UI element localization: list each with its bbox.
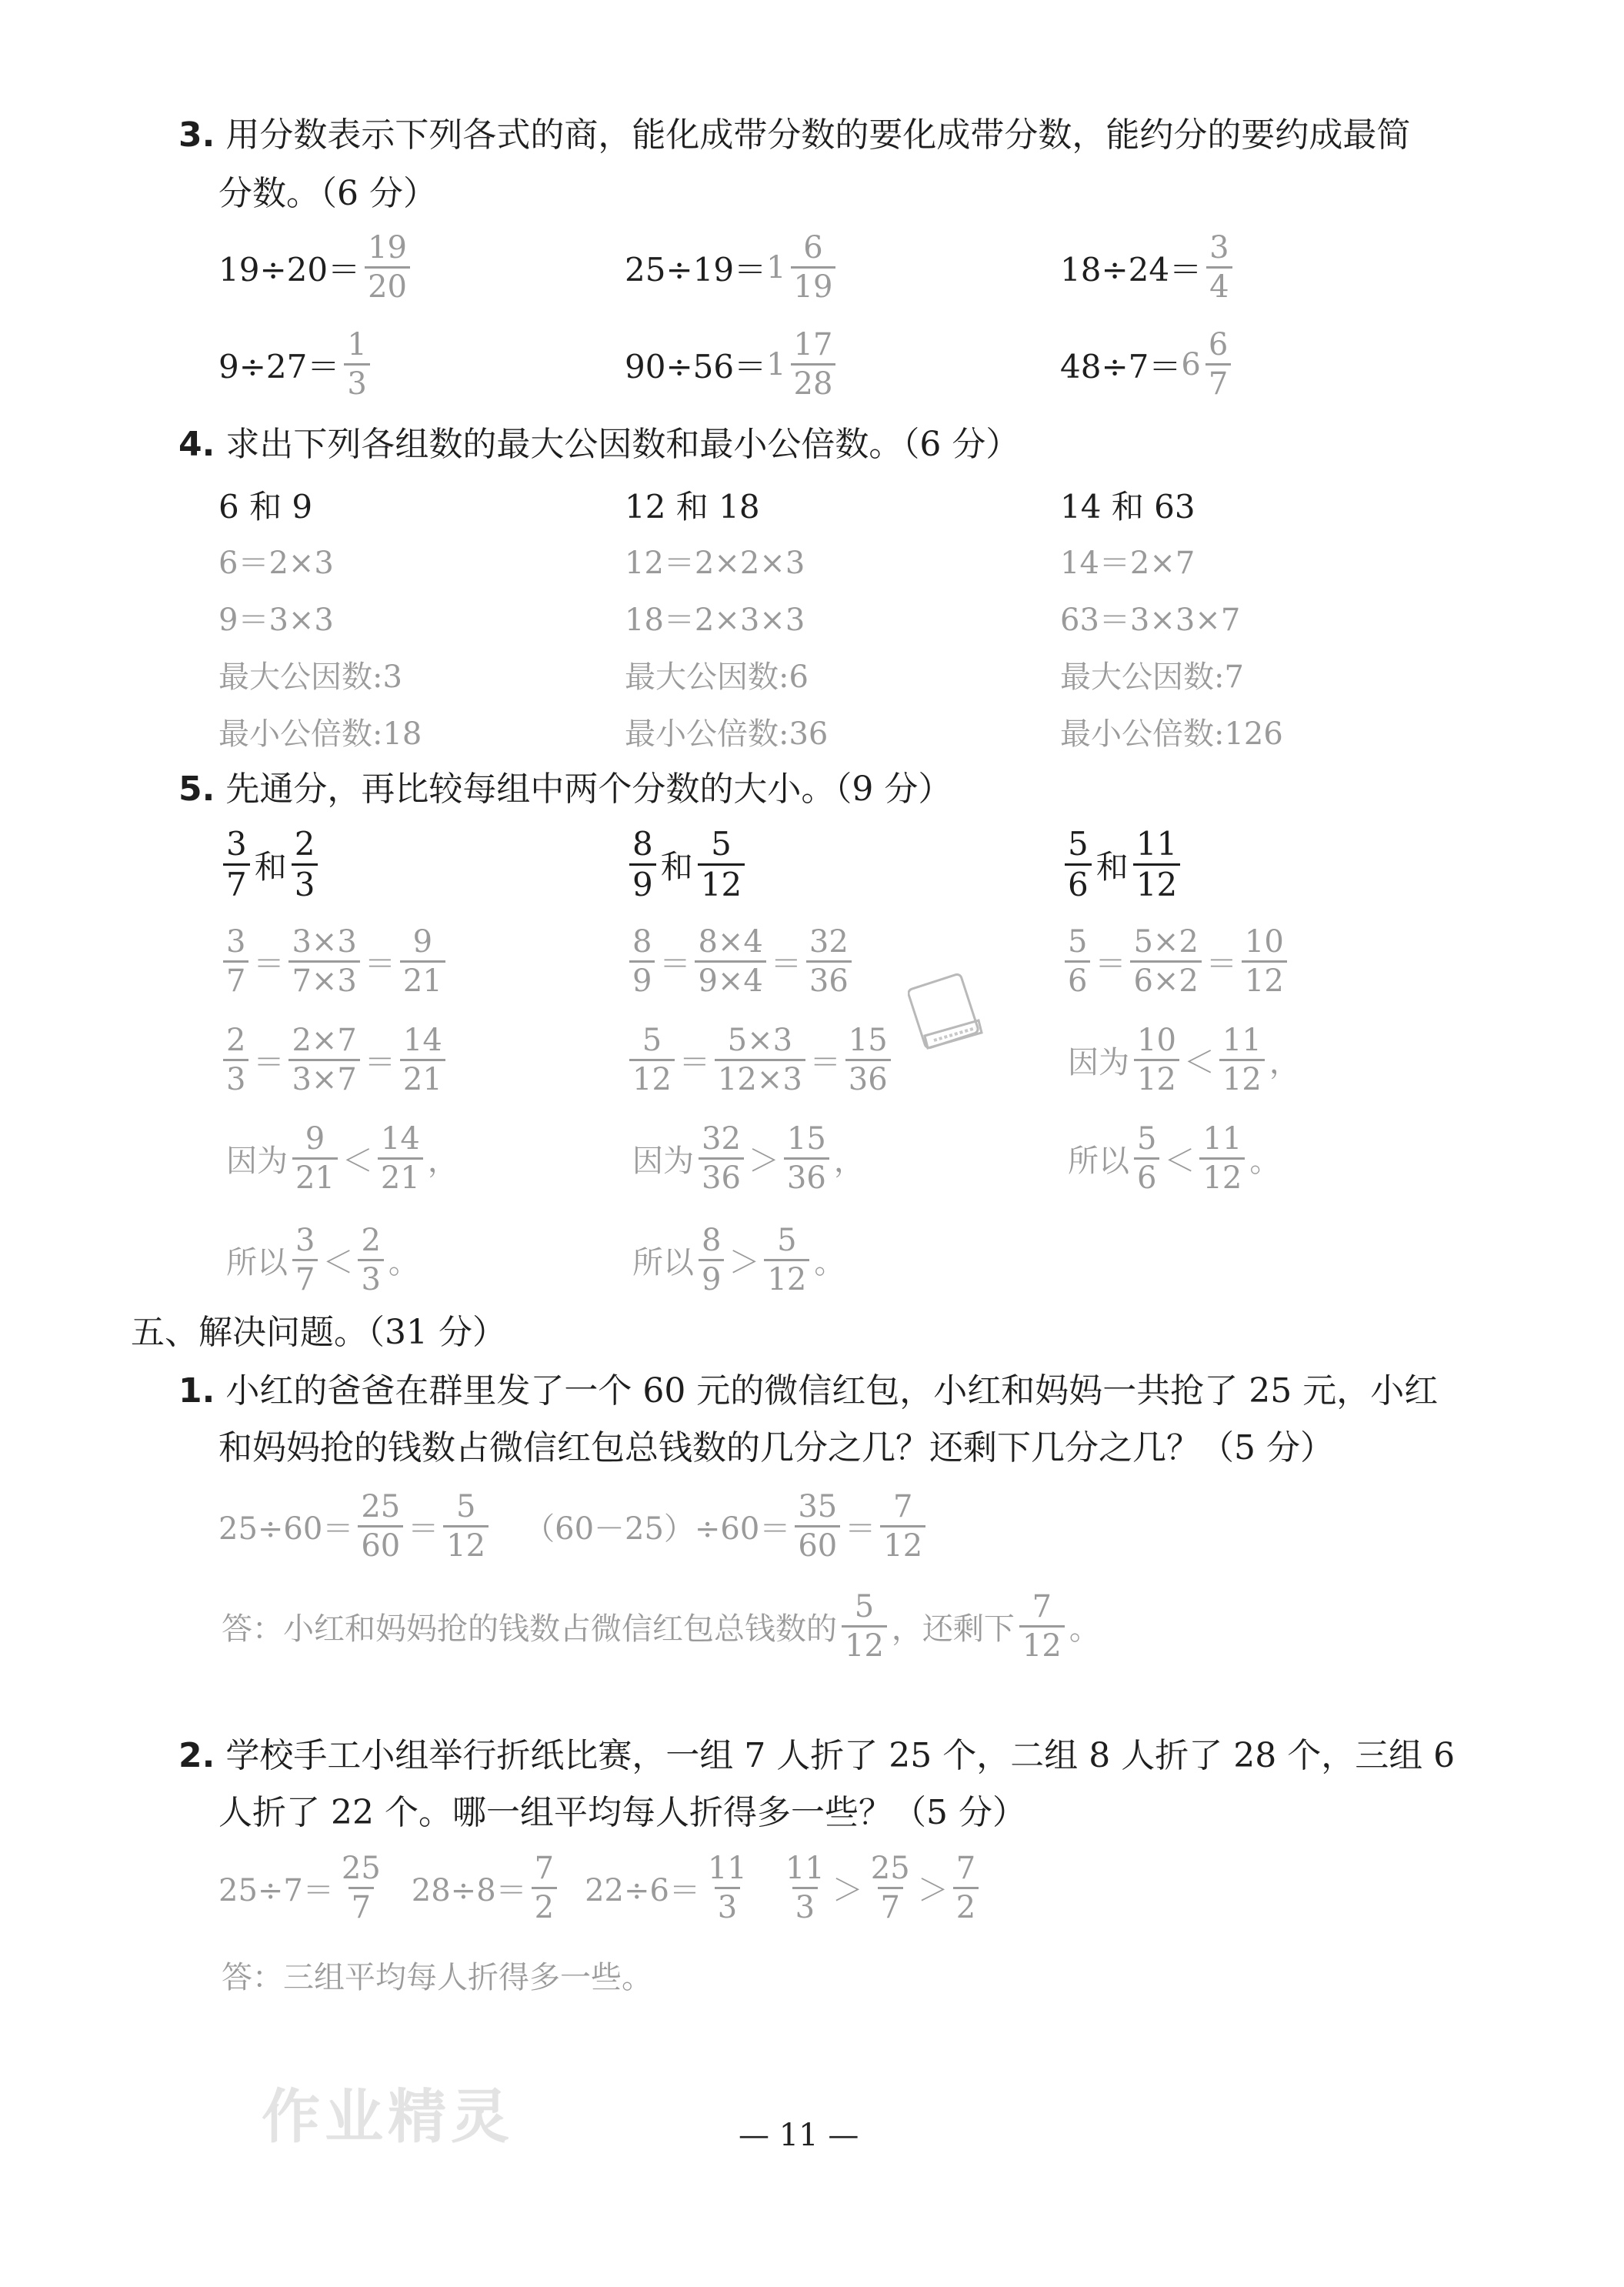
problem-2-number: 2. [178,1736,215,1775]
q5-number: 5. [178,770,215,809]
q5-group-2-so: 所以 $\frac{8}{9}$ ＞ $\frac{5}{12}$ 。 [632,1223,845,1297]
q5-group-1-because: 因为 $\frac{9}{21}$ ＜ $\frac{14}{21}$ ， [226,1121,459,1196]
stamp-graphic [908,971,992,1056]
problem-2-line1: 2. 学校手工小组举行折纸比赛，一组 7 人折了 25 个，二组 8 人折了 28 个，三组 6 [178,1736,1456,1775]
q5-group-1-so: 所以 $\frac{3}{7}$ ＜ $\frac{2}{3}$ 。 [226,1223,419,1297]
q4-heading: 4. 求出下列各组数的最大公因数和最小公倍数。（6 分） [178,425,1020,464]
watermark: 作业精灵 [262,2082,514,2151]
q5-group-3-title: $\frac{5}{6}$ 和 $\frac{11}{12}$ [1060,828,1185,901]
q3-answer-2: 1 $\frac{6}{19}$ [766,232,840,302]
q3-item-5: 90÷56＝ 1 $\frac{17}{28}$ [625,329,840,399]
q3-heading-line1: 3. 用分数表示下列各式的商，能化成带分数的要化成带分数，能约分的要约成最简 [178,115,1411,155]
q5-group-2-because: 因为 $\frac{32}{36}$ ＞ $\frac{15}{36}$ ， [632,1121,865,1196]
q5-group-3-so: 所以 $\frac{5}{6}$ ＜ $\frac{11}{12}$ 。 [1068,1121,1281,1196]
q5-heading: 5. 先通分，再比较每组中两个分数的大小。（9 分） [178,770,952,809]
q5-group-2-title: $\frac{8}{9}$ 和 $\frac{5}{12}$ [625,828,749,901]
q3-item-4: 9÷27＝ $\frac{1}{3}$ [218,329,375,399]
q5-group-2-line-1: $\frac{8}{9}$ ＝ $\frac{8\times 4}{9\times 4}$ ＝ $\frac{32}{36}$ [625,926,856,997]
q3-heading-line2: 分数。（6 分） [218,174,437,213]
q4-group-2: 12 和 18 12＝2×2×3 18＝2×3×3 最大公因数:6 最小公倍数:36 [625,488,829,752]
q5-group-1-line-1: $\frac{3}{7}$ ＝ $\frac{3\times 3}{7\times 3}$ ＝ $\frac{9}{21}$ [218,926,450,997]
q3-item-2: 25÷19＝ 1 $\frac{6}{19}$ [625,232,840,302]
q3-item-3: 18÷24＝ $\frac{3}{4}$ [1060,232,1237,302]
q5-group-2-line-2: $\frac{5}{12}$ ＝ $\frac{5\times 3}{12\times 3}$ ＝ $\frac{15}{36}$ [625,1025,895,1095]
problem-1-calculation: 25÷60＝ $\frac{25}{60}$ ＝ $\frac{5}{12}$ （60－25）÷60＝ $\frac{35}{60}$ ＝ $\frac{7}{12}$ [218,1491,930,1561]
problem-1-number: 1. [178,1371,215,1411]
q3-answer-3: $\frac{3}{4}$ [1206,232,1232,302]
q5-group-3-line-1: $\frac{5}{6}$ ＝ $\frac{5\times 2}{6\times 2}$ ＝ $\frac{10}{12}$ [1060,926,1292,997]
q5-group-3-because: 因为 $\frac{10}{12}$ ＜ $\frac{11}{12}$ ， [1068,1023,1300,1097]
q3-item-1: 19÷20＝ $\frac{19}{20}$ [218,232,415,302]
problem-1-answer: 答：小红和妈妈抢的钱数占微信红包总钱数的 $\frac{5}{12}$ ，还剩下 $\frac{7}{12}$ 。 [222,1589,1100,1664]
q4-group-3: 14 和 63 14＝2×7 63＝3×3×7 最大公因数:7 最小公倍数:126 [1060,488,1283,752]
q3-answer-5: 1 $\frac{17}{28}$ [766,329,840,399]
q5-group-1-line-2: $\frac{2}{3}$ ＝ $\frac{2\times 7}{3\times 7}$ ＝ $\frac{14}{21}$ [218,1025,450,1095]
q3-answer-6: 6 $\frac{6}{7}$ [1181,329,1236,399]
q3-number: 3. [178,115,215,155]
q4-number: 4. [178,425,215,464]
problem-2-answer: 答：三组平均每人折得多一些。 [222,1960,652,1995]
q3-answer-1: $\frac{19}{20}$ [365,232,410,302]
q4-group-1: 6 和 9 6＝2×3 9＝3×3 最大公因数:3 最小公倍数:18 [218,488,422,752]
problem-2-calculation: 25÷7＝ $\frac{25}{7}$ 28÷8＝ $\frac{7}{2}$ 22÷6＝ $\frac{11}{3}$ $\frac{11}{3}$ ＞ $\frac{25}{7}$ ＞ $\frac{7}{2}$ [218,1853,983,1923]
problem-1-line1: 1. 小红的爸爸在群里发了一个 60 元的微信红包，小红和妈妈一共抢了 25 元，小红 [178,1371,1439,1411]
q5-group-1-title: $\frac{3}{7}$ 和 $\frac{2}{3}$ [218,828,322,901]
problem-2-line2: 人折了 22 个。哪一组平均每人折得多一些？（5 分） [218,1793,1026,1832]
problem-1-line2: 和妈妈抢的钱数占微信红包总钱数的几分之几？还剩下几分之几？（5 分） [218,1428,1334,1467]
q3-item-6: 48÷7＝ 6 $\frac{6}{7}$ [1060,329,1236,399]
q3-answer-4: $\frac{1}{3}$ [344,329,369,399]
section-5-title: 五、解决问题。（31 分） [131,1313,506,1352]
page-number: — 11 — [739,2118,859,2153]
